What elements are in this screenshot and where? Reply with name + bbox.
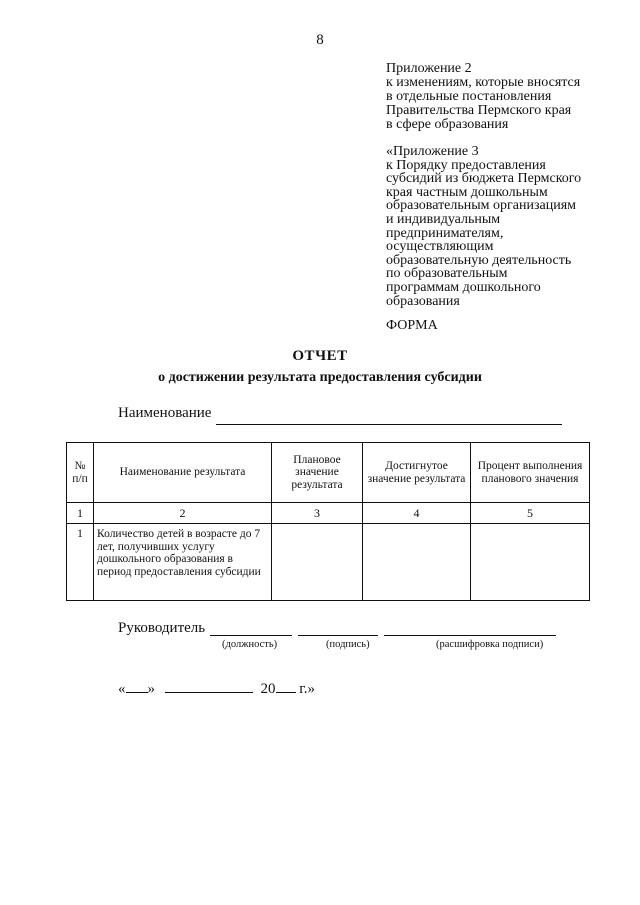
appendix-sub-line: предпринимателям, <box>386 225 504 241</box>
appendix-sub-line: края частным дошкольным <box>386 184 548 200</box>
header-cell: № п/п <box>67 443 94 503</box>
appendix-sub-line: образования <box>386 293 460 309</box>
appendix-header-line: Приложение 2 <box>386 61 472 76</box>
year-line[interactable] <box>276 679 296 693</box>
appendix-sub-line: осуществляющим <box>386 239 494 255</box>
decoding-line[interactable] <box>384 635 556 636</box>
decoding-caption: (расшифровка подписи) <box>436 639 544 650</box>
appendix-sub-line: по образовательным <box>386 266 508 282</box>
position-caption: (должность) <box>222 639 278 650</box>
appendix-sub-line: и индивидуальным <box>386 211 501 227</box>
year-suffix: г.» <box>299 681 315 697</box>
column-number: 5 <box>471 503 590 524</box>
appendix-sub-line: программам дошкольного <box>386 279 541 295</box>
header-cell: Достигнутое значение результата <box>363 443 471 503</box>
appendix-header-line: к изменениям, которые вносятся <box>386 75 581 90</box>
appendix-header-line: в отдельные постановления <box>386 89 552 104</box>
year-prefix: 20 <box>260 681 276 697</box>
table-row <box>67 524 590 601</box>
appendix-sub-line: образовательным организациям <box>386 198 576 214</box>
planned-value-cell[interactable] <box>272 524 363 601</box>
column-number: 4 <box>363 503 471 524</box>
report-table <box>66 442 590 601</box>
name-input-line[interactable] <box>216 424 562 425</box>
appendix-header <box>386 62 626 132</box>
column-number: 3 <box>272 503 363 524</box>
position-line[interactable] <box>210 635 292 636</box>
document-title: ОТЧЕТ <box>292 348 348 364</box>
appendix-sub-line: «Приложение 3 <box>386 144 479 159</box>
appendix-header-line: в сфере образования <box>386 117 509 132</box>
name-label: Наименование <box>118 405 212 421</box>
appendix-sub-line: субсидий из бюджета Пермского <box>386 171 582 187</box>
appendix-sub-line: образовательную деятельность <box>386 252 572 268</box>
column-number: 2 <box>94 503 272 524</box>
appendix-header-line: Правительства Пермского края <box>386 103 572 118</box>
row-number: 1 <box>67 524 94 601</box>
day-line[interactable] <box>126 679 148 693</box>
date-close-quote: » <box>147 681 155 697</box>
date-row <box>118 679 315 698</box>
signer-label: Руководитель <box>118 620 206 636</box>
achieved-value-cell[interactable] <box>363 524 471 601</box>
signature-line[interactable] <box>298 635 378 636</box>
appendix-sub <box>386 145 626 308</box>
page-number: 8 <box>316 32 324 48</box>
column-number: 1 <box>67 503 94 524</box>
signature-caption: (подпись) <box>326 639 370 650</box>
table-header-row <box>67 443 590 503</box>
date-open-quote: « <box>118 681 126 697</box>
percent-cell[interactable] <box>471 524 590 601</box>
header-cell: Процент выполнения планового значения <box>471 443 590 503</box>
header-cell: Наименование результата <box>94 443 272 503</box>
header-cell: Плановое значение результата <box>272 443 363 503</box>
document-subtitle: о достижении результата предоставления субсидии <box>158 370 482 385</box>
form-label: ФОРМА <box>386 318 438 333</box>
appendix-sub-line: к Порядку предоставления <box>386 157 546 173</box>
month-line[interactable] <box>165 679 253 693</box>
column-number-row <box>67 503 590 524</box>
result-name-cell: Количество детей в возрасте до 7 лет, получивших услугу дошкольного образования в период предоставления субсидии <box>94 524 272 601</box>
